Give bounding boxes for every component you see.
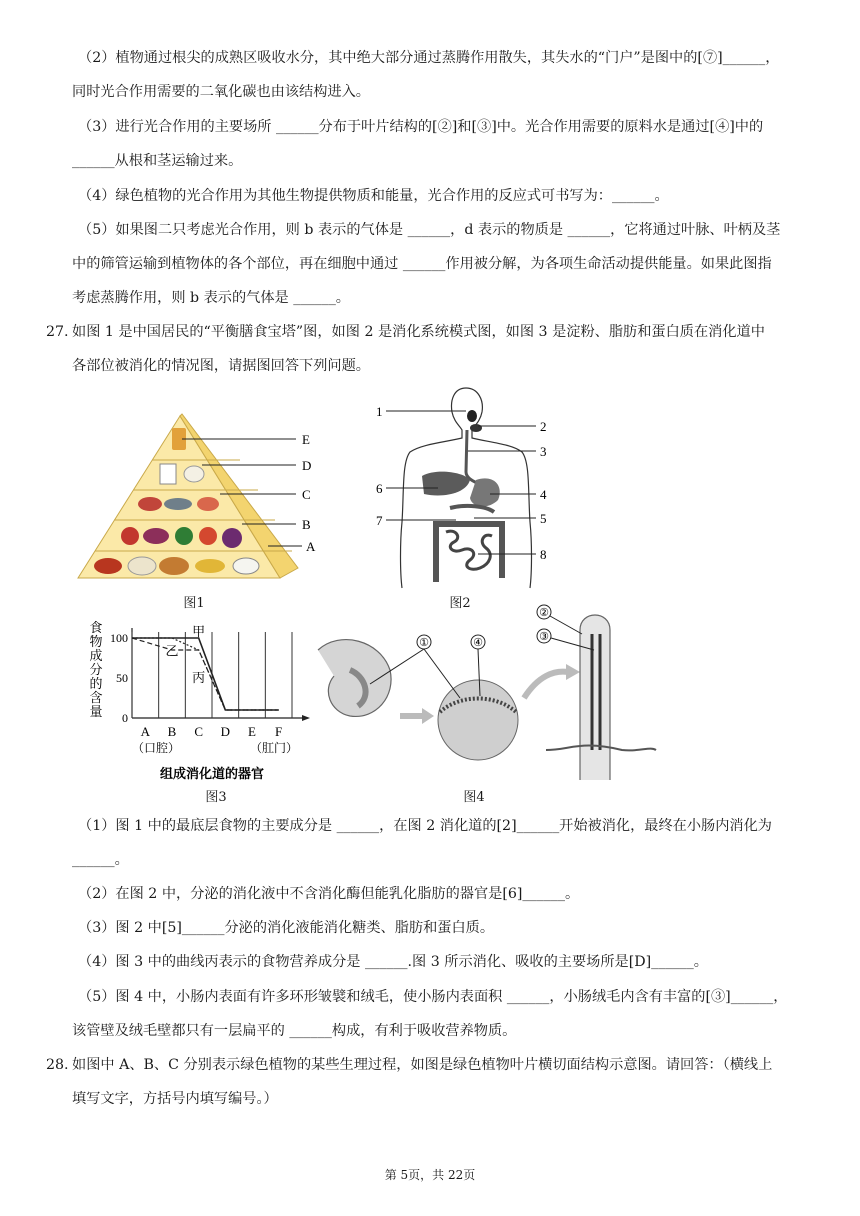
sausage-icon xyxy=(197,497,219,511)
q27-p1-line1: （1）图 1 中的最底层食物的主要成分是 ______，在图 2 消化道的[2]______开始被消化，最终在小肠内消化为 xyxy=(78,818,772,834)
q28-number: 28. xyxy=(46,1057,69,1073)
q26-p4: （4）绿色植物的光合作用为其他生物提供物质和能量，光合作用的反应式可书写为：______。 xyxy=(78,188,669,204)
corn-icon xyxy=(195,559,225,573)
x-tick-label: D xyxy=(220,724,231,739)
pharynx-icon xyxy=(470,424,482,432)
q26-p2-line2: 同时光合作用需要的二氧化碳也由该结构进入。 xyxy=(72,84,370,100)
series-line-1 xyxy=(132,638,279,710)
digestive-label-4: 4 xyxy=(540,487,547,502)
sweet-potato-icon xyxy=(94,558,122,574)
milk-carton-icon xyxy=(160,464,176,484)
q27-p5-line1: （5）图 4 中，小肠内表面有许多环形皱襞和绒毛，使小肠内表面积 ______，小肠绒毛内含有丰富的[③]______， xyxy=(78,989,788,1005)
q27-p1-line2: ______。 xyxy=(72,852,129,868)
digestive-label-8: 8 xyxy=(540,547,547,562)
fig1-caption: 图1 xyxy=(183,596,205,611)
x-tick-label: C xyxy=(194,724,204,739)
series-line-2 xyxy=(132,638,279,710)
q27-p2: （2）在图 2 中，分泌的消化液中不含消化酶但能乳化脂肪的器官是[6]______。 xyxy=(78,886,580,902)
mouth-icon xyxy=(467,410,477,422)
pyramid-label-d: D xyxy=(302,458,312,473)
digestion-curve-chart xyxy=(80,616,320,788)
fig4-caption: 图4 xyxy=(463,790,485,805)
q26-p5-line1: （5）如果图二只考虑光合作用，则 b 表示的气体是 ______，d 表示的物质是 ______，它将通过叶脉、叶柄及茎 xyxy=(78,222,781,238)
q26-p2-line1: （2）植物通过根尖的成熟区吸收水分，其中绝大部分通过蒸腾作用散失，其失水的“门户”是图中的[⑦]______， xyxy=(78,50,780,66)
intestine-label-1: ① xyxy=(419,637,429,649)
villus xyxy=(580,615,610,780)
pyramid-label-a: A xyxy=(306,539,316,554)
q27-stem-line1: 如图 1 是中国居民的“平衡膳食宝塔”图，如图 2 是消化系统模式图，如图 3 是淀粉、脂肪和蛋白质在消化道中 xyxy=(72,324,765,340)
apple-icon xyxy=(199,527,217,545)
magnified-fold xyxy=(438,680,518,760)
q26-p3-line2: ______从根和茎运输过来。 xyxy=(72,153,243,169)
eggplant-icon xyxy=(143,528,169,544)
rice-bowl-icon xyxy=(233,558,259,574)
large-intestine xyxy=(436,524,502,582)
digestive-label-3: 3 xyxy=(540,444,547,459)
series-line-3 xyxy=(132,638,279,710)
digestive-label-2: 2 xyxy=(540,419,547,434)
villus-label-2: ② xyxy=(539,607,549,619)
pyramid-label-c: C xyxy=(302,487,311,502)
chart-xlabel: 组成消化道的器官 xyxy=(160,766,265,781)
q27-p4: （4）图 3 中的曲线丙表示的食物营养成分是 ______.图 3 所示消化、吸收的主要场所是[D]______。 xyxy=(78,954,708,970)
liver-icon xyxy=(422,472,470,496)
x-tick-label: A xyxy=(140,724,151,739)
curve-label: 乙 xyxy=(165,643,179,659)
cabbage-icon xyxy=(175,527,193,545)
chart-ylabel: 食物成分的含量 xyxy=(89,620,103,719)
q28-stem-line1: 如图中 A、B、C 分别表示绿色植物的某些生理过程，如图是绿色植物叶片横切面结构示意图。请回答：（横线上 xyxy=(72,1057,773,1073)
digestive-label-5: 5 xyxy=(540,511,547,526)
fig2-caption: 图2 xyxy=(449,596,471,611)
chart-xsub-right: （肛门） xyxy=(250,741,299,755)
q26-p5-line2: 中的筛管运输到植物体的各个部位，再在细胞中通过 ______作用被分解，为各项生命活动提供能量。如果此图指 xyxy=(72,256,772,272)
q27-stem-line2: 各部位被消化的情况图，请据图回答下列问题。 xyxy=(72,358,370,374)
digestive-label-6: 6 xyxy=(376,481,383,496)
digestive-label-1: 1 xyxy=(376,404,383,419)
x-axis-arrow-icon xyxy=(302,715,310,721)
y-tick-label: 100 xyxy=(110,631,128,645)
y-tick-label: 50 xyxy=(116,671,128,685)
meat-icon xyxy=(138,497,162,511)
q27-p3: （3）图 2 中[5]______分泌的消化液能消化糖类、脂肪和蛋白质。 xyxy=(78,920,495,936)
q26-p3-line1: （3）进行光合作用的主要场所 ______分布于叶片结构的[②]和[③]中。光合作用需要的原料水是通过[④]中的 xyxy=(78,119,764,135)
curve-label: 丙 xyxy=(192,670,206,685)
digestive-system-figure xyxy=(366,382,566,594)
tomato-icon xyxy=(121,527,139,545)
small-intestine-figure xyxy=(310,600,660,786)
x-tick-label: F xyxy=(275,724,283,739)
villus-label-3: ③ xyxy=(539,631,549,643)
pyramid-label-b: B xyxy=(302,517,311,532)
q27-p5-line2: 该管壁及绒毛壁都只有一层扁平的 ______构成，有利于吸收营养物质。 xyxy=(72,1023,517,1039)
curve-label: 甲 xyxy=(192,624,206,639)
x-tick-label: E xyxy=(248,724,256,739)
fish-icon xyxy=(164,498,192,510)
small-intestine xyxy=(446,531,492,569)
pyramid-label-e: E xyxy=(302,432,310,447)
digestive-label-7: 7 xyxy=(376,513,383,528)
intestine-label-4: ④ xyxy=(473,637,483,649)
y-tick-label: 0 xyxy=(122,711,128,725)
q28-stem-line2: 填写文字，方括号内填写编号。） xyxy=(72,1091,278,1107)
steamed-bun-icon xyxy=(128,557,156,575)
q26-p5-line3: 考虑蒸腾作用，则 b 表示的气体是 ______。 xyxy=(72,290,350,306)
food-pyramid-figure xyxy=(70,408,330,588)
x-tick-label: B xyxy=(167,724,177,739)
cheese-icon xyxy=(184,466,204,482)
pancreas-icon xyxy=(450,506,494,512)
grapes-icon xyxy=(222,528,242,548)
arrow-2-icon xyxy=(524,672,568,698)
bread-icon xyxy=(159,557,189,575)
chart-xsub-left: （口腔） xyxy=(132,741,181,755)
fig3-caption: 图3 xyxy=(205,790,227,805)
q27-number: 27. xyxy=(46,324,69,340)
page-footer: 第 5页，共 22页 xyxy=(384,1168,476,1182)
